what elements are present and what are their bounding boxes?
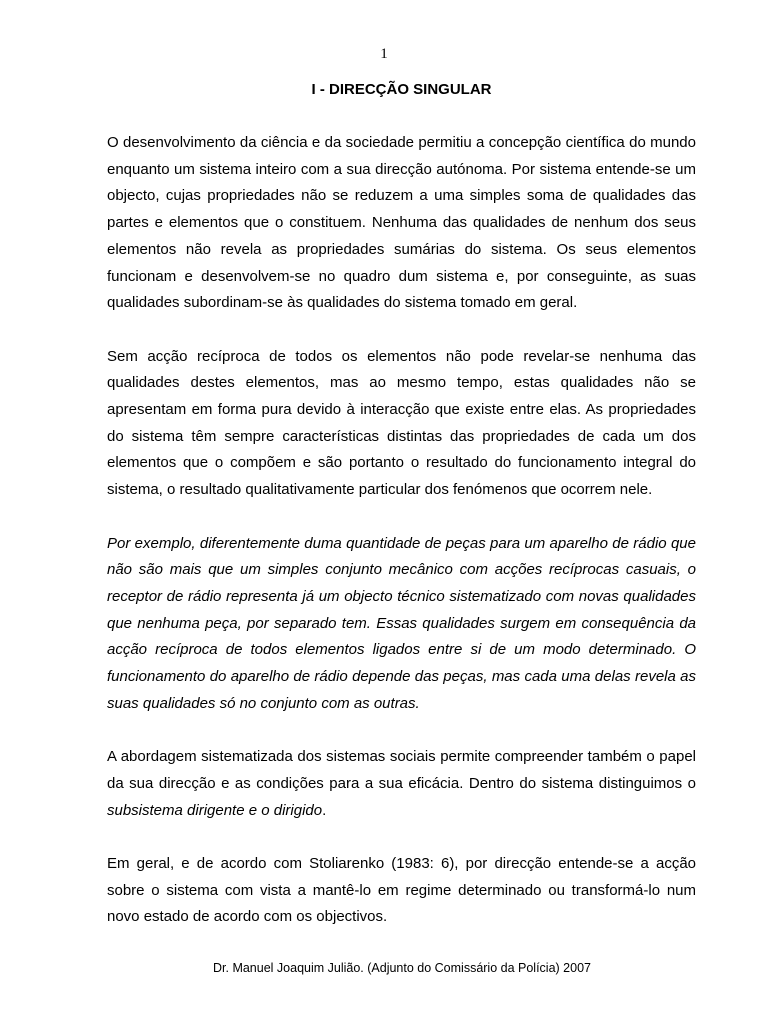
- paragraph-4: [107, 744, 696, 824]
- page-number: 1: [380, 46, 388, 62]
- body-text: [107, 130, 696, 958]
- section-heading: I - DIRECÇÃO SINGULAR: [311, 81, 492, 98]
- paragraph-4-text: A abordagem sistematizada dos sistemas sociais permite compreender também o papel da sua direcção e as condições para a sua eficácia. Dentro do sistema distinguimos o: [107, 748, 696, 792]
- page-footer: Dr. Manuel Joaquim Julião. (Adjunto do Comissário da Polícia) 2007: [213, 961, 591, 975]
- paragraph-4-emphasis: subsistema dirigente e o dirigido: [107, 801, 323, 819]
- paragraph-1: O desenvolvimento da ciência e da sociedade permitiu a concepção científica do mundo enquanto um sistema inteiro com a sua direcção autónoma. Por sistema entende-se um objecto, cujas propriedades não se reduzem a uma simples soma de qualidades das partes e elementos que o constituem. Nenhuma das qualidades de nenhum dos seus elementos não revela as propriedades sumárias do sistema. Os seus elementos funcionam e desenvolvem-se no quadro dum sistema e, por conseguinte, as suas qualidades subordinam-se às qualidades do sistema tomado em geral.: [107, 134, 696, 312]
- paragraph-3-example: Por exemplo, diferentemente duma quantidade de peças para um aparelho de rádio que não são mais que um simples conjunto mecânico com acções recíprocas casuais, o receptor de rádio representa já um objecto técnico sistematizado com novas qualidades que nenhuma peça, por separado tem. Essas qualidades surgem em consequência da acção recíproca de todos elementos ligados entre si de um modo determinado. O funcionamento do aparelho de rádio depende das peças, mas cada uma delas revela as suas qualidades só no conjunto com as outras.: [107, 534, 696, 712]
- paragraph-2: Sem acção recíproca de todos os elementos não pode revelar-se nenhuma das qualidades destes elementos, mas ao mesmo tempo, estas qualidades não se apresentam em forma pura devido à interacção que existe entre elas. As propriedades do sistema têm sempre características distintas das propriedades de cada um dos elementos que o compõem e são portanto o resultado do funcionamento integral do sistema, o resultado qualitativamente particular dos fenómenos que ocorrem nele.: [107, 347, 696, 499]
- paragraph-4-end: .: [322, 801, 327, 819]
- paragraph-5: Em geral, e de acordo com Stoliarenko (1983: 6), por direcção entende-se a acção sobre o sistema com vista a mantê-lo em regime determinado ou transformá-lo num novo estado de acordo com os objectivos.: [107, 854, 696, 926]
